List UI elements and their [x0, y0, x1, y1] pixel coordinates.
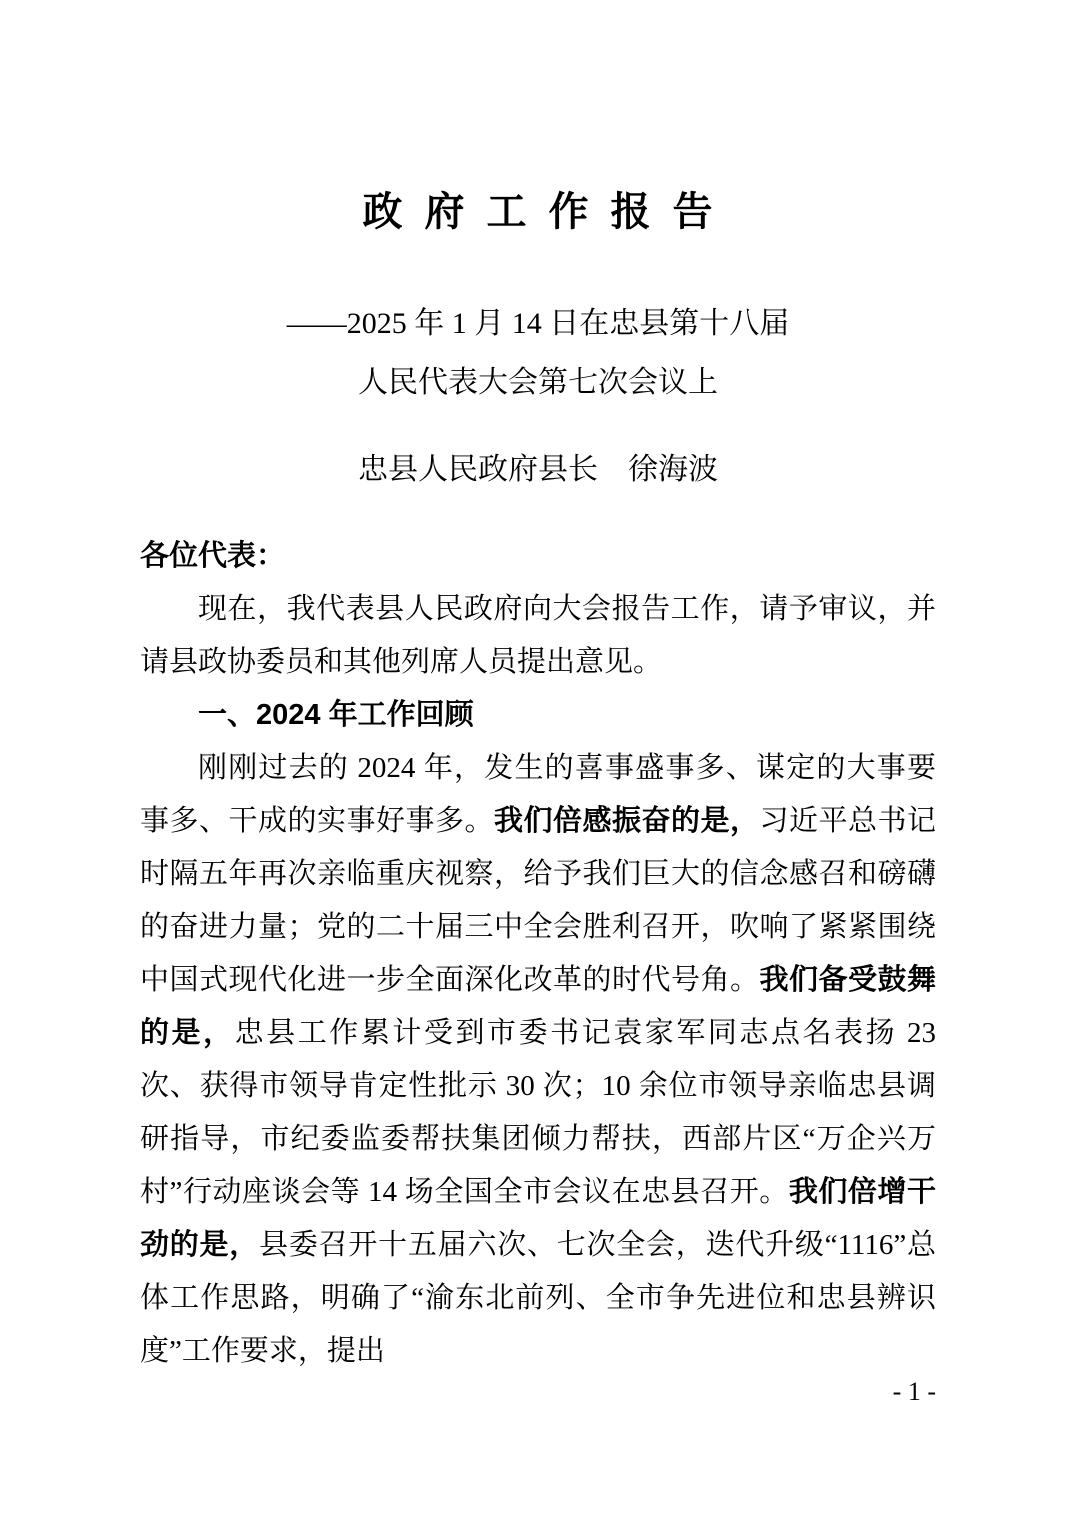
paragraph-opening [140, 583, 936, 689]
speaker-line: 忠县人民政府县长 徐海波 [358, 453, 718, 486]
salutation: 各位代表： [140, 540, 286, 572]
section-heading-2024-review [140, 689, 936, 742]
body-text: 刚刚过去的 2024 年，发生的喜事盛事多、谋定的大事要事多、干成的实事好事多。 [140, 752, 936, 837]
body-text: 现在，我代表县人民政府向大会报告工作，请予审议，并请县政协委员和其他列席人员提出意见。 [140, 593, 936, 678]
body-text: 县委召开十五届六次、七次全会，迭代升级“1116”总体工作思路，明确了“渝东北前列、全市争先进位和忠县辨识度”工作要求，提出 [140, 1229, 936, 1367]
body-text: 忠县工作累计受到市委书记袁家军同志点名表扬 23 次、获得市领导肯定性批示 30 次；10 余位市领导亲临忠县调研指导，市纪委监委帮扶集团倾力帮扶，西部片区“万企兴万村”行动座谈会等 14 场全国全市会议在忠县召开。 [140, 1017, 936, 1208]
emphasis-text: 我们倍感振奋的是， [493, 805, 760, 837]
emphasis-text: 我们备受鼓舞的是， [140, 964, 936, 1049]
report-title: 政 府 工 作 报 告 [362, 189, 714, 234]
page-number: - 1 - [892, 1377, 936, 1406]
body-text: 习近平总书记时隔五年再次亲临重庆视察，给予我们巨大的信念感召和磅礴的奋进力量；党的二十届三中全会胜利召开，吹响了紧紧围绕中国式现代化进一步全面深化改革的时代号角。 [140, 805, 936, 996]
emphasis-text: 一、2024 年工作回顾 [198, 699, 474, 731]
report-subtitle [140, 294, 936, 412]
report-subtitle-line-2: 人民代表大会第七次会议上 [358, 366, 718, 399]
report-body [140, 530, 936, 1378]
report-subtitle-line-1: ——2025 年 1 月 14 日在忠县第十八届 [286, 307, 790, 340]
paragraph-2024-review [140, 742, 936, 1378]
emphasis-text: 我们倍增干劲的是， [140, 1176, 936, 1261]
